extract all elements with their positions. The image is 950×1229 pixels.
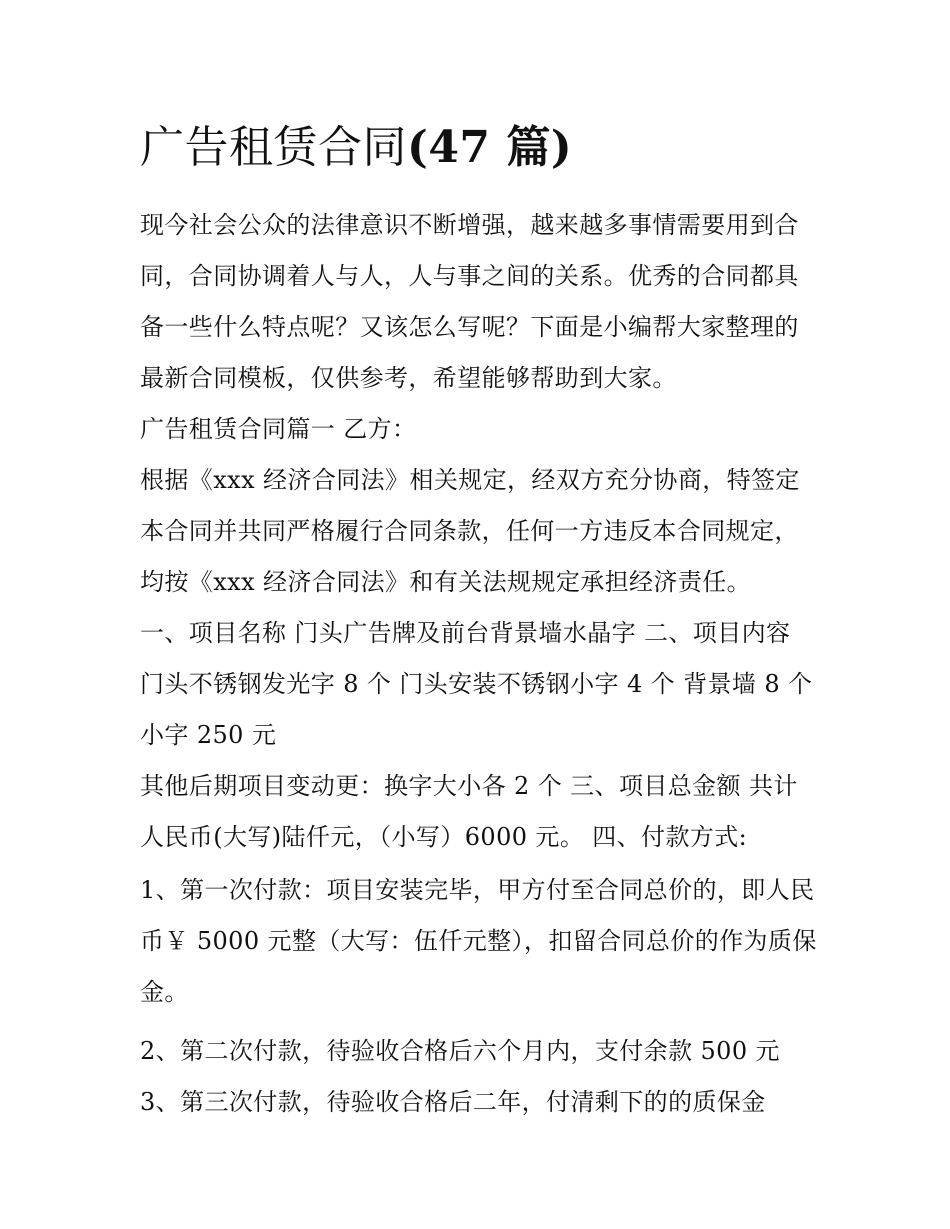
document-title — [140, 118, 820, 178]
first-payment-paragraph: 1、第一次付款：项目安装完毕，甲方付至合同总价的，即人民币￥ 5000 元整（大写：伍仟元整），扣留合同总价的作为质保金。 — [140, 876, 817, 1006]
section-heading-part-1: 广告租赁合同篇一 乙方： — [140, 415, 417, 443]
title-suffix: (47 篇) — [407, 122, 573, 173]
intro-paragraph: 现今社会公众的法律意识不断增强，越来越多事情需要用到合同，合同协调着人与人，人与事之间的关系。优秀的合同都具备一些什么特点呢？又该怎么写呢？下面是小编帮大家整理的最新合同模板，仅供参考，希望能够帮助到大家。 — [140, 211, 799, 392]
second-payment-paragraph: 2、第二次付款，待验收合格后六个月内，支付余款 500 元 — [140, 1037, 780, 1065]
title-main: 广告租赁合同 — [140, 122, 407, 173]
project-items-paragraph: 一、项目名称 门头广告牌及前台背景墙水晶字 二、项目内容 门头不锈钢发光字 8 个 门头安装不锈钢小字 4 个 背景墙 8 个 小字 250 元 — [140, 619, 813, 749]
document-body — [140, 118, 820, 1128]
third-payment-paragraph: 3、第三次付款，待验收合格后二年，付清剩下的的质保金 — [140, 1088, 766, 1116]
legal-basis-paragraph: 根据《xxx 经济合同法》相关规定，经双方充分协商，特签定本合同并共同严格履行合同条款，任何一方违反本合同规定，均按《xxx 经济合同法》和有关法规规定承担经济责任。 — [140, 466, 800, 596]
amount-and-payment-paragraph: 其他后期项目变动更：换字大小各 2 个 三、项目总金额 共计人民币(大写)陆仟元，（小写）6000 元。 四、付款方式: — [140, 772, 798, 851]
